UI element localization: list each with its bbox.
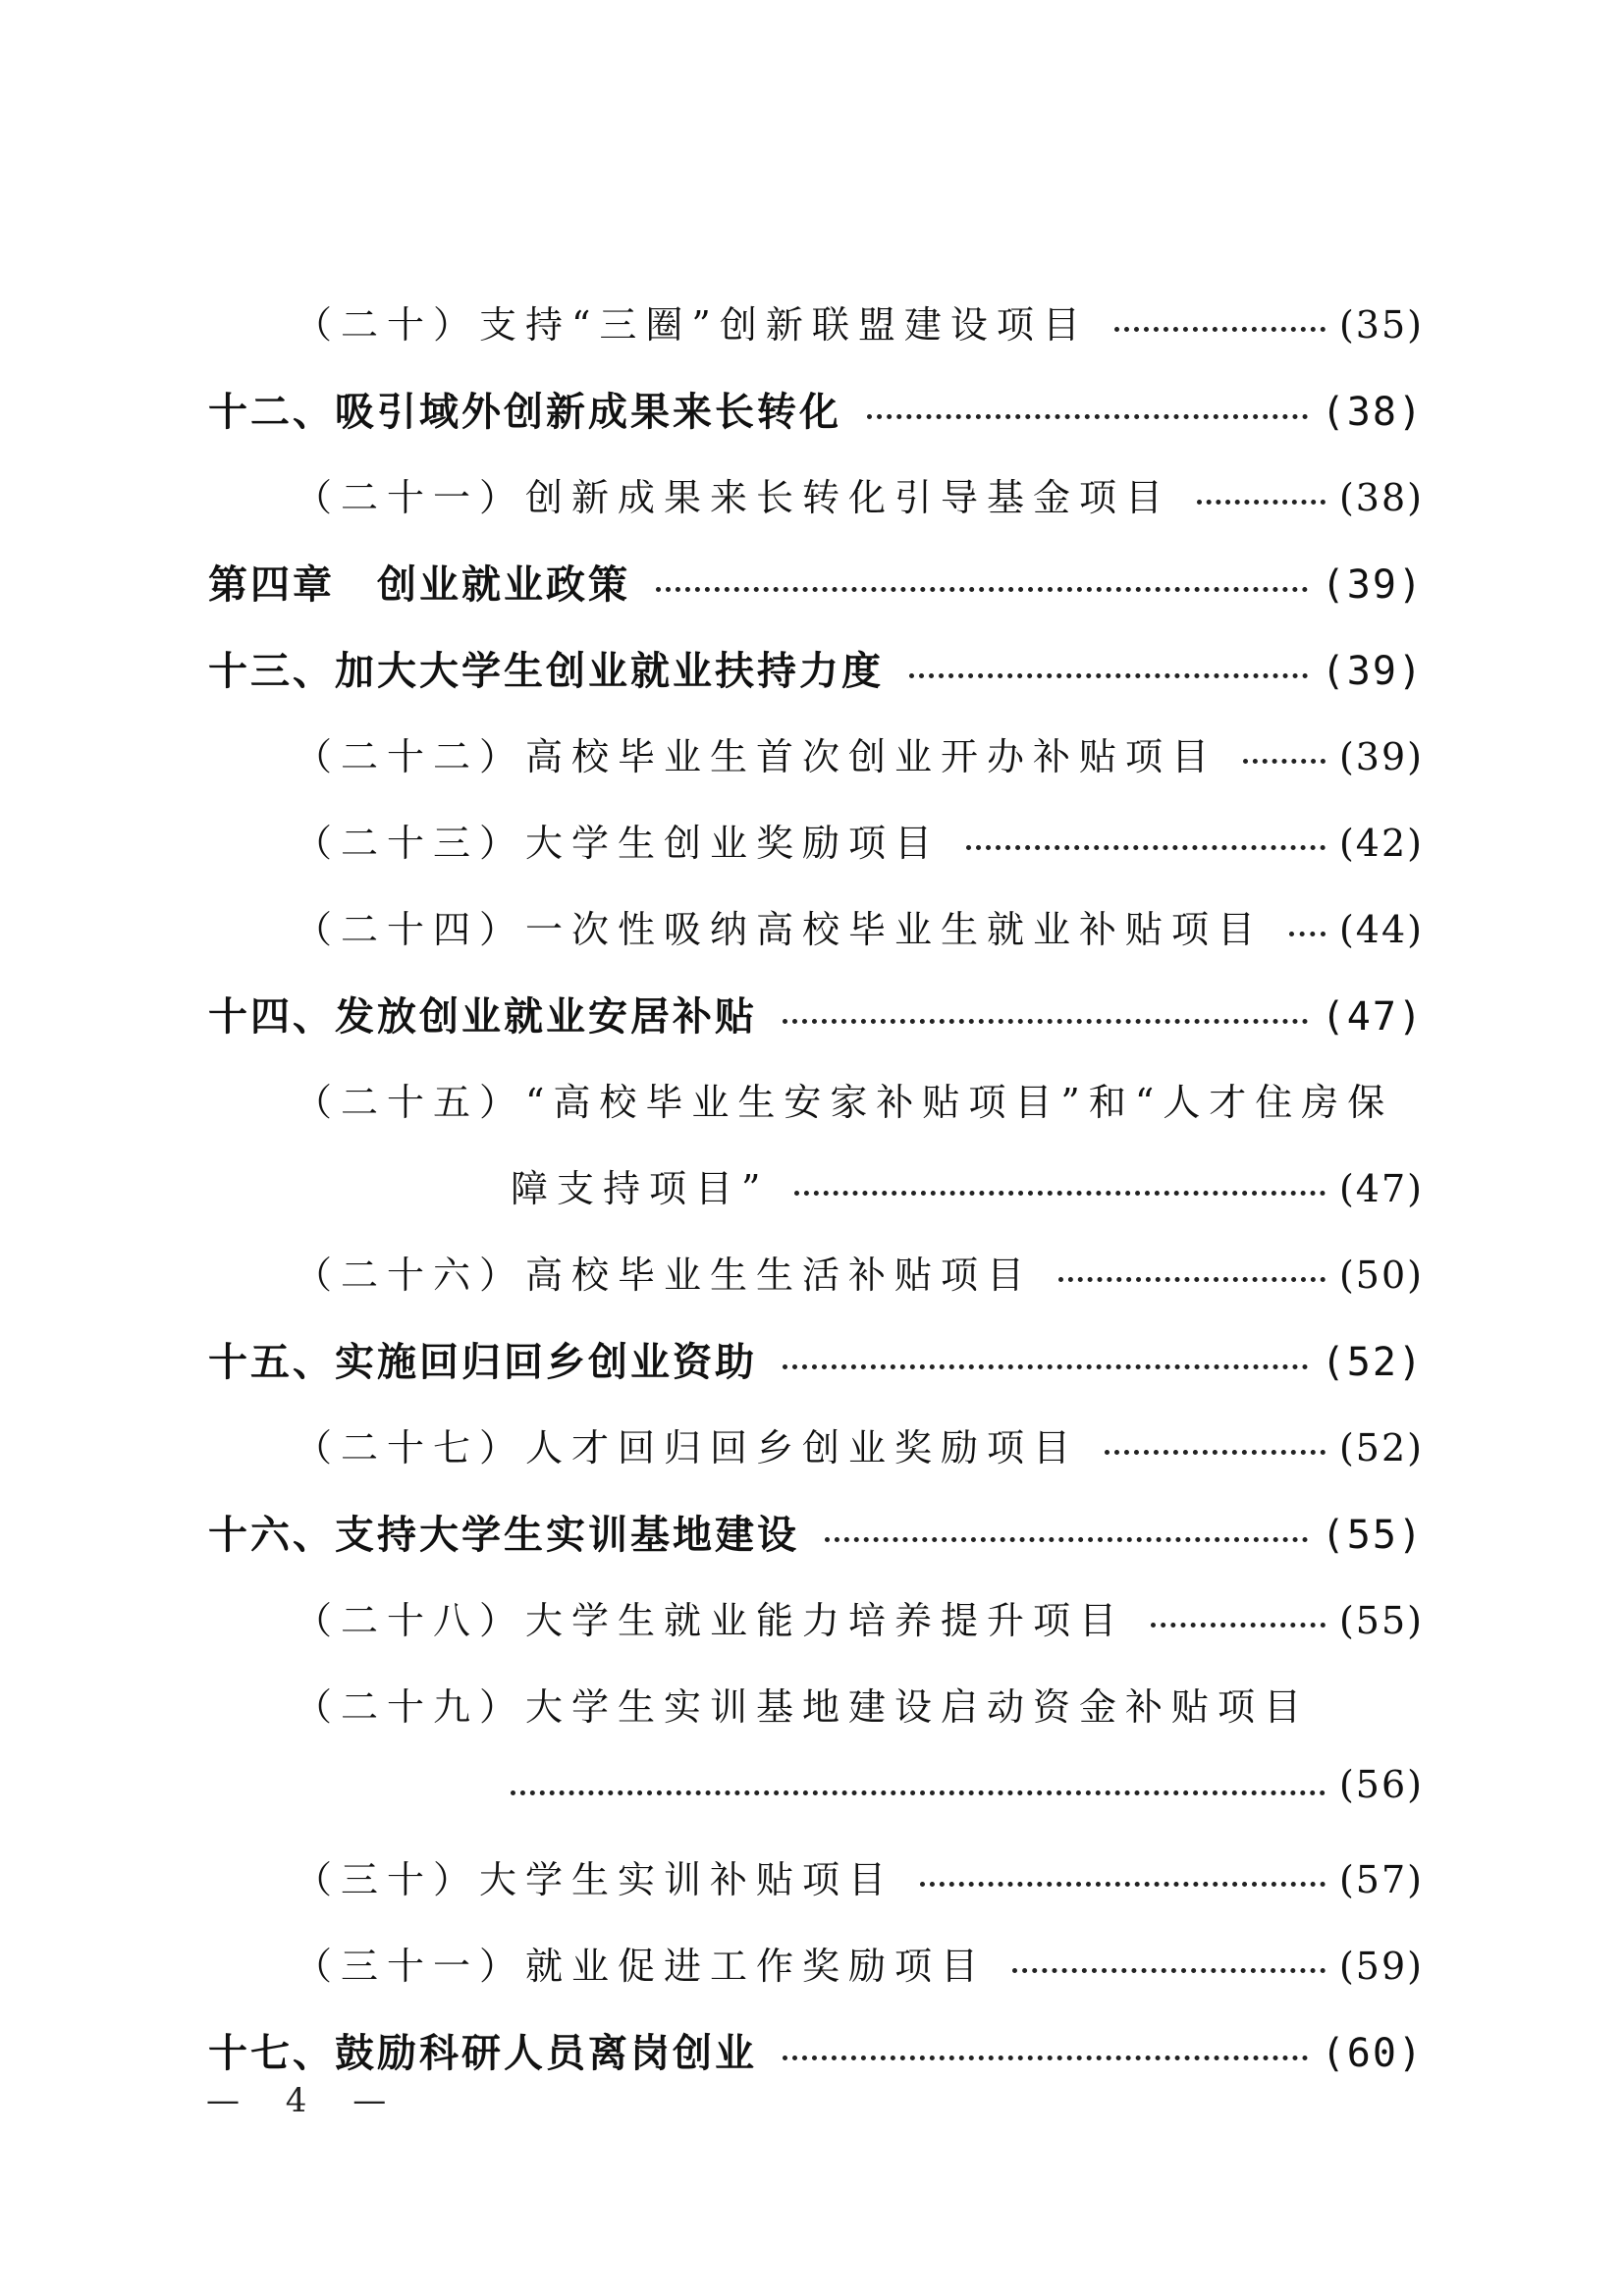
- toc-entry: [0, 1245, 1624, 1308]
- dot-leader: [794, 1191, 1326, 1196]
- toc-entry-title-continued: 障支持项目”: [511, 1167, 770, 1210]
- toc-entry: [0, 294, 1624, 357]
- toc-entry-page: (50): [1338, 1254, 1424, 1297]
- toc-entry-title: （二十六）高校毕业生生活补贴项目: [295, 1254, 1034, 1297]
- toc-entry-page: (38): [1338, 476, 1424, 519]
- toc-entry-title: （二十）支持“三圈”创新联盟建设项目: [295, 303, 1089, 347]
- dot-leader: [1197, 500, 1326, 505]
- dot-leader: [1289, 932, 1326, 936]
- toc-entry-title: 十三、加大大学生创业就业扶持力度: [208, 649, 884, 694]
- toc-entry: [0, 899, 1624, 962]
- toc-entry: [0, 986, 1624, 1048]
- toc-entry-title: 十七、鼓励科研人员离岗创业: [208, 2031, 757, 2076]
- toc-entry: [0, 1072, 1624, 1219]
- toc-entry-title: （二十三）大学生创业奖励项目: [295, 822, 942, 865]
- toc-entry-page: (38): [1321, 390, 1424, 435]
- toc-entry-page: (39): [1338, 735, 1424, 778]
- dot-leader: [1012, 1968, 1326, 1973]
- toc-entry: [0, 726, 1624, 789]
- toc-entry: [0, 640, 1624, 703]
- toc-entry-page: (52): [1338, 1426, 1424, 1469]
- dot-leader: [1105, 1450, 1326, 1455]
- toc-entry-title: 十二、吸引域外创新成果来长转化: [208, 390, 841, 435]
- dot-leader: [783, 1364, 1308, 1369]
- dot-leader: [783, 2056, 1308, 2060]
- toc-entry: [0, 1590, 1624, 1653]
- toc-entry-page: (35): [1338, 303, 1424, 347]
- toc-entry: [0, 1677, 1624, 1824]
- toc-entry-page: (52): [1321, 1340, 1424, 1385]
- toc-entry: [0, 2022, 1624, 2085]
- toc-entry-page: (39): [1321, 562, 1424, 608]
- toc-entry-title: （二十一）创新成果来长转化引导基金项目: [295, 476, 1172, 519]
- toc-entry-page: (47): [1321, 994, 1424, 1040]
- toc-entry-page: (57): [1338, 1858, 1424, 1901]
- toc-entry-page: (39): [1321, 649, 1424, 694]
- toc-entry: [0, 813, 1624, 876]
- toc-entry-page: (60): [1321, 2031, 1424, 2076]
- dot-leader: [825, 1537, 1308, 1542]
- toc-entry-page: (56): [1338, 1763, 1424, 1806]
- toc-entry: [0, 467, 1624, 530]
- toc-entry-page: (55): [1338, 1599, 1424, 1642]
- dot-leader: [1058, 1277, 1326, 1282]
- toc-entry-title: （二十九）大学生实训基地建设启动资金补贴项目: [295, 1685, 1311, 1729]
- toc-entry-page: (55): [1321, 1513, 1424, 1558]
- toc-entry-page: (44): [1338, 908, 1424, 951]
- toc-entry-title: （二十八）大学生就业能力培养提升项目: [295, 1599, 1126, 1642]
- dot-leader: [920, 1882, 1326, 1887]
- dot-leader: [1243, 759, 1326, 764]
- dot-leader: [909, 673, 1308, 678]
- toc-entry-title: 十五、实施回归回乡创业资助: [208, 1340, 757, 1385]
- page-number-footer: — 4 —: [206, 2081, 405, 2120]
- dot-leader: [1151, 1623, 1326, 1628]
- dot-leader: [783, 1019, 1308, 1024]
- toc-entry-title: （二十七）人才回归回乡创业奖励项目: [295, 1426, 1080, 1469]
- toc-entry-title: （三十一）就业促进工作奖励项目: [295, 1945, 988, 1988]
- toc-entry-title: 第四章 创业就业政策: [208, 562, 630, 608]
- toc-entry-title: （三十）大学生实训补贴项目: [295, 1858, 895, 1901]
- toc-entry: [0, 1417, 1624, 1480]
- toc-entry-title: （二十四）一次性吸纳高校毕业生就业补贴项目: [295, 908, 1265, 951]
- toc-entry-title: 十四、发放创业就业安居补贴: [208, 994, 757, 1040]
- toc-entry: [0, 1849, 1624, 1912]
- toc-entry: [0, 1936, 1624, 1999]
- dot-leader: [511, 1790, 1326, 1795]
- toc-entry: [0, 1331, 1624, 1394]
- toc-entry-title: （二十五）“高校毕业生安家补贴项目”和“人才住房保: [295, 1081, 1394, 1124]
- dot-leader: [1114, 327, 1326, 332]
- dot-leader: [867, 414, 1308, 419]
- toc-entry-page: (47): [1338, 1167, 1424, 1210]
- toc-entry-page: (59): [1338, 1945, 1424, 1988]
- toc-entry: [0, 554, 1624, 616]
- toc-entry-title: （二十二）高校毕业生首次创业开办补贴项目: [295, 735, 1218, 778]
- dot-leader: [966, 845, 1326, 850]
- toc-entry: [0, 381, 1624, 444]
- dot-leader: [656, 587, 1308, 592]
- toc-entry: [0, 1504, 1624, 1567]
- toc-entry-title: 十六、支持大学生实训基地建设: [208, 1513, 799, 1558]
- toc-entry-page: (42): [1338, 822, 1424, 865]
